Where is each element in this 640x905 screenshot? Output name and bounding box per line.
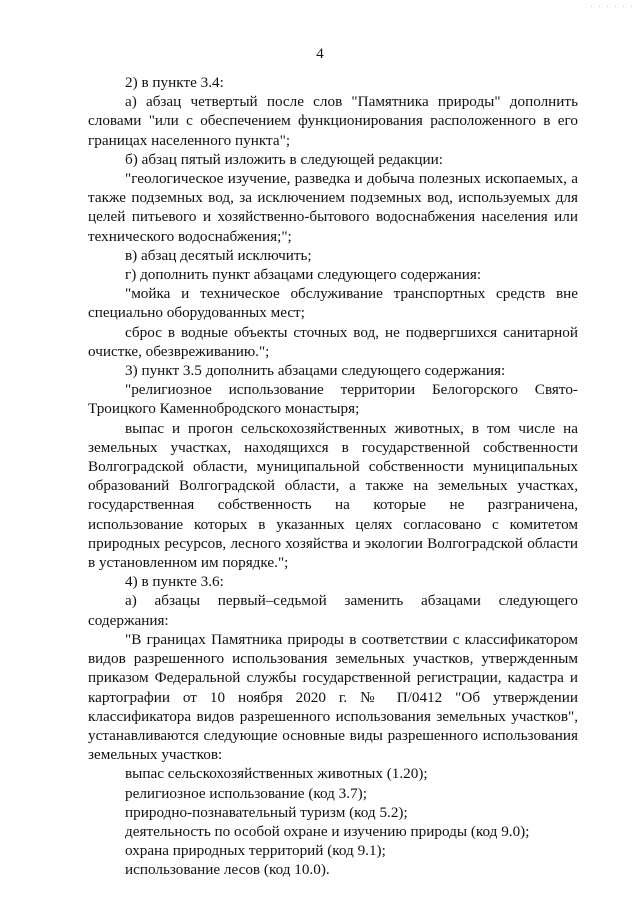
page-number: 4 — [316, 46, 324, 62]
list-item: деятельность по особой охране и изучению природы (код 9.0); — [125, 822, 530, 840]
paragraph: "геологическое изучение, разведка и добыча полезных ископаемых, а также подземных вод, за исключением подземных вод, используемых для целей питьевого и хозяйственно-бытового водоснабжения населения или технического водоснабжения;"; — [88, 170, 578, 245]
paragraph: 2) в пункте 3.4: — [125, 74, 224, 91]
list-item: использование лесов (код 10.0). — [125, 861, 330, 879]
list-item: религиозное использование (код 3.7); — [125, 784, 367, 802]
list-item: охрана природных территорий (код 9.1); — [125, 842, 386, 860]
paragraph: "В границах Памятника природы в соответствии с классификатором видов разрешенного использования земельных участков, утвержденным приказом Федеральной службы государственной регистрации, кадастра и картографии от 10 ноября 2020 г. № П/0412 "Об утверждении классификатора видов разрешенного использования земельных участков", устанавливаются следующие основные виды разрешенного использования земельных участков: — [88, 630, 578, 764]
document-body — [88, 73, 578, 880]
paragraph: "мойка и техническое обслуживание транспортных средств вне специально оборудованных мест; — [88, 285, 578, 322]
paragraph: выпас и прогон сельскохозяйственных животных, в том числе на земельных участках, находящихся в государственной собственности Волгоградской области, муниципальной собственности муниципальных образований Волгоградской области, а также на земельных участках, государственная собственность на которые не разграничена, использование которых в указанных целях согласовано с комитетом природных ресурсов, лесного хозяйства и экологии Волгоградской области в установленном им порядке."; — [88, 419, 578, 572]
paragraph: "религиозное использование территории Белогорского Свято-Троицкого Каменнобродского монастыря; — [88, 381, 578, 418]
paragraph: а) абзацы первый–седьмой заменить абзацами следующего содержания: — [88, 592, 578, 629]
list-item: природно-познавательный туризм (код 5.2); — [125, 803, 408, 821]
paragraph: б) абзац пятый изложить в следующей редакции: — [125, 150, 443, 168]
paragraph: в) абзац десятый исключить; — [125, 246, 312, 264]
corner-mark: · · · · · · — [589, 4, 634, 10]
list-item: выпас сельскохозяйственных животных (1.20); — [125, 765, 428, 783]
paragraph: г) дополнить пункт абзацами следующего содержания: — [125, 266, 482, 284]
paragraph: 4) в пункте 3.6: — [125, 573, 224, 591]
paragraph: 3) пункт 3.5 дополнить абзацами следующего содержания: — [125, 362, 506, 380]
paragraph: а) абзац четвертый после слов "Памятника природы" дополнить словами "или с обеспечением функционирования расположенного в его границах населенного пункта"; — [88, 93, 578, 149]
paragraph: сброс в водные объекты сточных вод, не подвергшихся санитарной очистке, обезвреживанию."; — [88, 323, 578, 360]
